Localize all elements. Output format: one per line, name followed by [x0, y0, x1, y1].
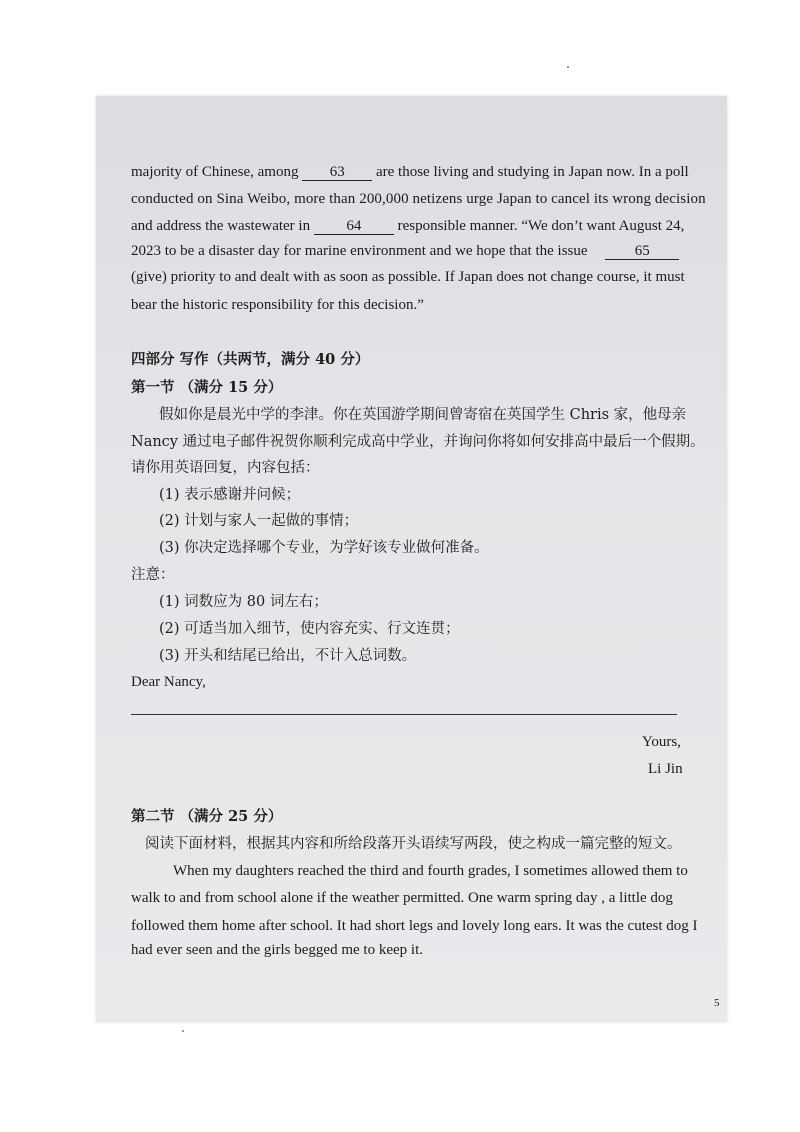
prompt-line-3: 请你用英语回复，内容包括： [131, 460, 320, 476]
story-line-4: had ever seen and the girls begged me to keep it. [131, 942, 423, 958]
answer-blank-64: 64 [314, 219, 394, 235]
story-line-1: When my daughters reached the third and fourth grades, I sometimes allowed them to [173, 863, 688, 879]
passage-line-1 [131, 163, 689, 181]
section2-prompt: 阅读下面材料，根据其内容和所给段落开头语续写两段，使之构成一篇完整的短文。 [145, 836, 682, 852]
note-item-1: (1) 词数应为 80 词左右； [159, 594, 328, 610]
passage-line-4 [131, 242, 679, 260]
passage-line-2: conducted on Sina Weibo, more than 200,000 netizens urge Japan to cancel its wrong decision [131, 191, 706, 207]
text-fragment: are those living and studying in Japan now. In a poll [375, 164, 689, 180]
speck [567, 66, 569, 68]
text-fragment: and address the wastewater in [131, 218, 311, 234]
section2-title: 第二节 （满分 25 分） [131, 808, 283, 825]
speck [182, 1030, 184, 1032]
page-number: 5 [714, 997, 720, 1009]
story-line-2: walk to and from school alone if the weather permitted. One warm spring day , a little dog [131, 890, 673, 906]
answer-line [131, 714, 677, 715]
content-item-2: (2) 计划与家人一起做的事情； [159, 513, 359, 529]
closing: Yours, [642, 734, 681, 750]
notes-label: 注意： [131, 567, 175, 583]
text-fragment: 2023 to be a disaster day for marine environment and we hope that the issue [131, 243, 588, 259]
text-fragment: majority of Chinese, among [131, 164, 299, 180]
part-title: 四部分 写作（共两节，满分 40 分） [131, 351, 370, 368]
note-item-2: (2) 可适当加入细节，使内容充实、行文连贯； [159, 621, 460, 637]
passage-line-3 [131, 217, 684, 235]
text-fragment: responsible manner. “We don’t want August 24, [397, 218, 685, 234]
signature: Li Jin [648, 761, 683, 777]
section1-title: 第一节 （满分 15 分） [131, 379, 283, 396]
passage-line-5: (give) priority to and dealt with as soon as possible. If Japan does not change course, it must [131, 269, 685, 285]
content-item-1: (1) 表示感谢并问候； [159, 487, 301, 503]
passage-line-6: bear the historic responsibility for this decision.” [131, 297, 424, 313]
salutation: Dear Nancy, [131, 674, 206, 690]
note-item-3: (3) 开头和结尾已给出，不计入总词数。 [159, 648, 417, 664]
answer-blank-63: 63 [302, 165, 372, 181]
prompt-line-1: 假如你是晨光中学的李津。你在英国游学期间曾寄宿在英国学生 Chris 家，他母亲 [159, 407, 687, 423]
story-line-3: followed them home after school. It had short legs and lovely long ears. It was the cutest dog I [131, 918, 698, 934]
answer-blank-65: 65 [605, 244, 679, 260]
content-item-3: (3) 你决定选择哪个专业，为学好该专业做何准备。 [159, 540, 489, 556]
prompt-line-2: Nancy 通过电子邮件祝贺你顺利完成高中学业，并询问你将如何安排高中最后一个假期。 [131, 434, 705, 450]
